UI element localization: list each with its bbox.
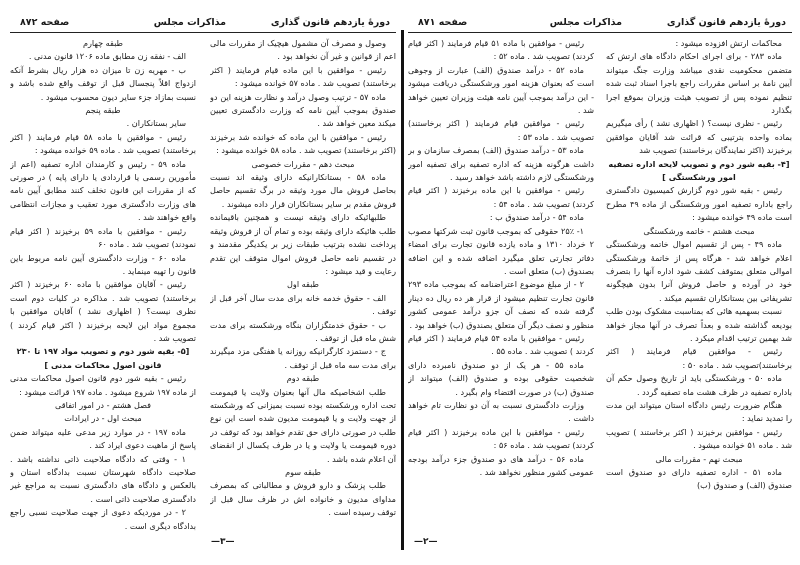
paragraph: ماده ۵۳ - درآمد صندوق (الف) بمصرف سازمان و بر داشت هرگونه هزینه که اداره تصفیه برای تصفیه امور ورشکستگی لازم داشته باشد خواهد رسید . [408, 145, 594, 183]
paragraph: رئیس - آقایان موافقین با ماده ۶۰ برخیزند ( اکثر برخاستند) تصویب شد . مذاکره در کلیات دوم است نظری نیست؟ ( اظهاری نشد ) آقایان موافقین با مجموع مواد این لایحه برخیزند ( اکثر قیام کردند ) تصویب شد . [10, 279, 196, 343]
subheading: طبقه اول [287, 279, 319, 290]
paragraph: طلب اشخاصیکه مال آنها بعنوان ولایت یا قیمومت تحت اداره ورشکسته بوده نسبت بمیزانی که ورشکسته از جهت ولایت و یا قیمومت مدیون شده است این نوع طلب در صورتی دارای حق تقدم خواهد بود که توقف در دوره قیمومت یا ولایت و یا در ظرف یکسال از انقضای آن اعلام شده باشد . [210, 386, 396, 464]
subheading: مبحث دهم - مقررات خصوصی [251, 158, 355, 169]
paragraph: ماده ۱۹۷ - در موارد زیر مدعی علیه میتواند ضمن پاسخ از ماهیت دعوی ایراد کند . [10, 426, 196, 451]
paragraph: رئیس - بقیه شور دوم قانون اصول محاکمات مدنی از ماده ۱۹۷ شروع میشود . ماده ۱۹۷ قرائت میشود : [10, 373, 196, 397]
paragraph: وزارت دادگستری نسبت به آن دو نظارت تام خواهد داشت . [408, 399, 594, 424]
subheading: طبقه پنجم [85, 105, 121, 116]
subheading: فصل هشتم - در امور اتفاقی [55, 399, 151, 410]
paragraph: ماده ۵۹ - رئیس و کارمندان اداره تصفیه (اعم از مأمورین رسمی یا قراردادی یا دارای پایه ) در صورتی که از مقررات این قانون تخلف کنند مطابق آیین نامه های وزارت دادگستری مورد تعقیب و مجازات انتظامی واقع خواهند شد . [10, 158, 196, 223]
paragraph: رئیس - موافقین برخیزند ( اکثر برخاستند ) تصویب شد . ماده ۵۱ خوانده میشود . [606, 426, 792, 451]
paragraph: ۲ - در موردیکه دعوی از جهت صلاحیت نسبی راجع بدادگاه دیگری است . [10, 507, 196, 531]
paragraph: ماده ۵۴ - درآمد صندوق ب : [489, 212, 584, 223]
paragraph: ماده ۲۸۳ - برای اجرای احکام دادگاه های ارتش که متضمن محکومیت نقدی میباشد وزارت جنگ میتواند آیین نامهٔ بر اساس مقررات راجع باجرا اسناد ثبت شده تنظیم نموده پس از تصویب هیئت وزیران بموقع اجرا بگذارد [606, 51, 792, 116]
page-header [12, 17, 394, 31]
paragraph: رئیس - موافقین با ماده ۵۴ قیام فرمایند ( اکثر قیام کردند ) تصویب شد . ماده ۵۵ . [408, 332, 594, 357]
paragraph: طلبهائیکه دارای وثیقه نیست و همچنین باقیمانده طلب هائیکه دارای وثیقه بوده و تمام آن از فروش وثیقه پرداخت نشده بترتیب طبقات زیر بر یکدیگر مقدمند و در تقسیم نامه حاصل فروش اموال متوقف این تقدم رعایت و قید میشود : [210, 212, 396, 276]
paragraph: رئیس - موافقین با ماده ۵۸ قیام فرمایند ( اکثر برخاستند) تصویب شد . ماده ۵۹ خوانده میشود : [10, 131, 196, 156]
paragraph: ماده ۵۱ - اداره تصفیه دارای دو صندوق است صندوق (الف) و صندوق (ب) [606, 467, 792, 491]
section-heading: [۵- بقیه شور دوم و تصویب مواد ۱۹۷ تا ۲۳۰ قانون اصول محاکمات مدنی ] [16, 346, 190, 370]
subheading: طبقه سوم [285, 467, 321, 477]
paragraph: ۲ - از مبلغ موضوع اعتراضنامه که بموجب ماده ۲۹۳ قانون تجارت تنظیم میشود از قرار هر ده ریال ده دینار گرفته شده که نصف آن جزو درآمد عمومی کشور منظور و نصف دیگر آن متعلق بصندوق (ب) خواهد بود . [408, 279, 594, 330]
page-872 [6, 0, 400, 565]
paragraph: نسبت بسهمیه هائی که بمناسبت مشکوک بودن طلب بودیعه گذاشته شده و بعداً تصرف در آنها مجاز خواهد شد بهمین ترتیب اقدام میکرد . [606, 306, 792, 343]
paragraph: رئیس - موافقین با ماده ۵۹ برخیزند ( اکثر قیام نمودند) تصویب شد . ماده ۶۰ [10, 225, 196, 250]
subheading: مبحث نهم - مقررات مالی [655, 453, 743, 464]
page-footer-number: —۲— [414, 537, 438, 547]
section-heading: [۴- بقیه شور دوم و تصویب لایحه اداره تصفیه امور ورشکستگی ] [608, 158, 790, 183]
paragraph: رئیس - موافقین با ماده ۵۱ قیام فرمایند ( اکثر قیام کردند) تصویب شد . ماده ۵۲ : [408, 38, 594, 62]
column-right [210, 37, 396, 532]
page-number: صفحه ۸۷۲ [20, 17, 70, 28]
paragraph: ماده ۵۷ - ترتیب وصول درآمد و نظارت هزینه این دو صندوق بموجب آیین نامه که وزارت دادگستری تعیین میکند معین خواهد شد . [210, 91, 396, 129]
paragraph: سایر بستانکاران . [126, 118, 186, 129]
paragraph: رئیس - موافقین قیام فرمایند ( اکثر برخاستند)تصویب شد . ماده ۵۰ : [606, 346, 792, 370]
paragraph: الف - حقوق خدمه خانه برای مدت سال آخر قبل از توقف . [210, 292, 396, 317]
paragraph: هنگام ضرورت رئیس دادگاه استان میتواند این مدت را تمدید نماید : [606, 399, 792, 424]
paragraph: ج - دستمزد کارگرانیکه روزانه یا هفتگی مزد میگیرند برای مدت سه ماه قبل از توقف . [210, 346, 396, 370]
column-right [606, 37, 792, 532]
page-footer-number: —۳— [211, 537, 235, 547]
paragraph: رئیس - نظری نیست؟ ( اظهاری نشد ) رأی میگیریم بماده واحده بترتیبی که قرائت شد آقایان موافقین برخیزند (اکثر نمایندگان برخاستند) تصویب شد [606, 118, 792, 156]
running-title: مذاکرات مجلس [549, 17, 622, 28]
header-rule [10, 32, 396, 33]
paragraph: رئیس - موافقین قیام فرمایند ( اکثر برخاستند) تصویب شد . ماده ۵۳ : [408, 118, 594, 142]
page-number: صفحه ۸۷۱ [418, 17, 468, 28]
paragraph: رئیس - موافقین با این ماده قیام فرمایند ( اکثر برخاستند) تصویب شد . ماده ۵۷ خوانده میشود : [210, 64, 396, 89]
paragraph: ماده ۴۹ - پس از تقسیم اموال خاتمه ورشکستگی اعلام خواهد شد - هرگاه پس از خاتمهٔ ورشکستگی اموالی متعلق بمتوقف کشف شود اداره آنها را بتصرف خود در آورده و حاصل فروش آنرا بدون هیچگونه تشریفاتی بین بستانکاران تقسیم میکند . [606, 239, 792, 303]
paragraph: ماده ۶۰ - وزارت دادگستری آیین نامه مربوط باین قانون را تهیه مینماید . [10, 252, 196, 276]
paragraph: وصول و مصرف آن مشمول هیچیک از مقررات مالی اعم از قوانین و غیر آن نخواهد بود . [210, 38, 396, 62]
column-left [10, 37, 196, 532]
paragraph: ماده ۵۲ - درآمد صندوق (الف) عبارت از وجوهی است که بعنوان هزینه امور ورشکستگی دریافت میشود - این درآمد بموجب آیین نامه هیئت وزیران تعیین خواهد شد . [408, 64, 594, 116]
paragraph: رئیس - بقیه شور دوم گزارش کمیسیون دادگستری راجع باداره تصفیه امور ورشکستگی از ماده ۴۹ مطرح است ماده ۴۹ خوانده میشود : [606, 185, 792, 223]
paragraph: طلب پزشک و دارو فروش و مطالباتی که بمصرف مداوای مدیون و خانواده اش در ظرف سال قبل از توقف رسیده است . [210, 480, 396, 518]
paragraph: رئیس - موافقین با این ماده برخیزند ( اکثر قیام کردند) تصویب شد . ماده ۵۶ : [408, 426, 594, 451]
subheading: مبحث هشتم - خاتمه ورشکستگی [643, 225, 755, 236]
column-left [408, 37, 594, 532]
paragraph: ب - حقوق خدمتگزاران بنگاه ورشکسته برای مدت شش ماه قبل از توقف . [210, 319, 396, 343]
paragraph: ۱ - وقتی که دادگاه صلاحیت ذاتی نداشته باشد . صلاحیت دادگاه شهرستان نسبت بدادگاه استان و بالعکس و دادگاه های دادگستری نسبت به مراجع غیر دادگستری صلاحیت ذاتی است . [10, 453, 196, 504]
paragraph: ماده ۵۶ - درآمد های دو صندوق جزء درآمد بودجه عمومی کشور منظور نخواهد شد . [408, 453, 594, 477]
subheading: طبقه دوم [286, 373, 320, 384]
page-871 [404, 0, 796, 565]
header-rule [408, 32, 792, 33]
paragraph: ب - مهریه زن تا میزان ده هزار ریال بشرط آنکه ازدواج اقلاً پنجسال قبل از توقف واقع شده باشد و نسبت بمازاد جزء سایر دیون محسوب میشود . [10, 64, 196, 102]
page-divider [401, 30, 404, 550]
paragraph: ماده ۵۰ - ورشکستگی باید از تاریخ وصول حکم آن باداره تصفیه در ظرف هشت ماه تصفیه گردد . [606, 373, 792, 397]
paragraph: رئیس - موافقین با این ماده برخیزند ( اکثر قیام کردند) تصویب شد . ماده ۵۴ : [408, 185, 594, 209]
paragraph: ماده ۵۸ - بستانکارانیکه دارای وثیقه اند نسبت بحاصل فروش مال مورد وثیقه در برگ تقسیم حاصل فروش مقدم بر سایر بستانکاران قرار داده میشوند . [210, 172, 396, 209]
legislative-period: دورهٔ یازدهم قانون گذاری [666, 17, 786, 28]
paragraph: الف - نفقه زن مطابق ماده ۱۲۰۶ قانون مدنی . [28, 51, 186, 62]
subheading: طبقه چهارم [82, 38, 123, 48]
subheading: مبحث اول - در ایرادات [64, 413, 142, 424]
page-header [410, 17, 790, 31]
paragraph: ۱- ۲۵٪ حقوقی که بموجب قانون ثبت شرکتها مصوب ۲ خرداد ۱۳۱۰ و ماده یازده قانون تجارت برای امضاء دفاتر تجارتی تعلق میگیرد اضافه شده و این اضافه بصندوق (ب) متعلق است . [408, 225, 594, 276]
paragraph: رئیس - موافقین با این ماده که خوانده شد برخیزند (اکثر برخاستند) تصویب شد . ماده ۵۸ خوانده میشود : [210, 131, 396, 156]
running-title: مذاکرات مجلس [153, 17, 226, 28]
legislative-period: دورهٔ یازدهم قانون گذاری [270, 17, 390, 28]
paragraph: محاکمات ارتش افزوده میشود : [675, 38, 782, 48]
paragraph: ماده ۵۵ - هر یک از دو صندوق نامبرده دارای شخصیت حقوقی بوده و صندوق (الف) میتواند از صندوق (ب) در صورت اقتضاء وام بگیرد . [408, 359, 594, 397]
